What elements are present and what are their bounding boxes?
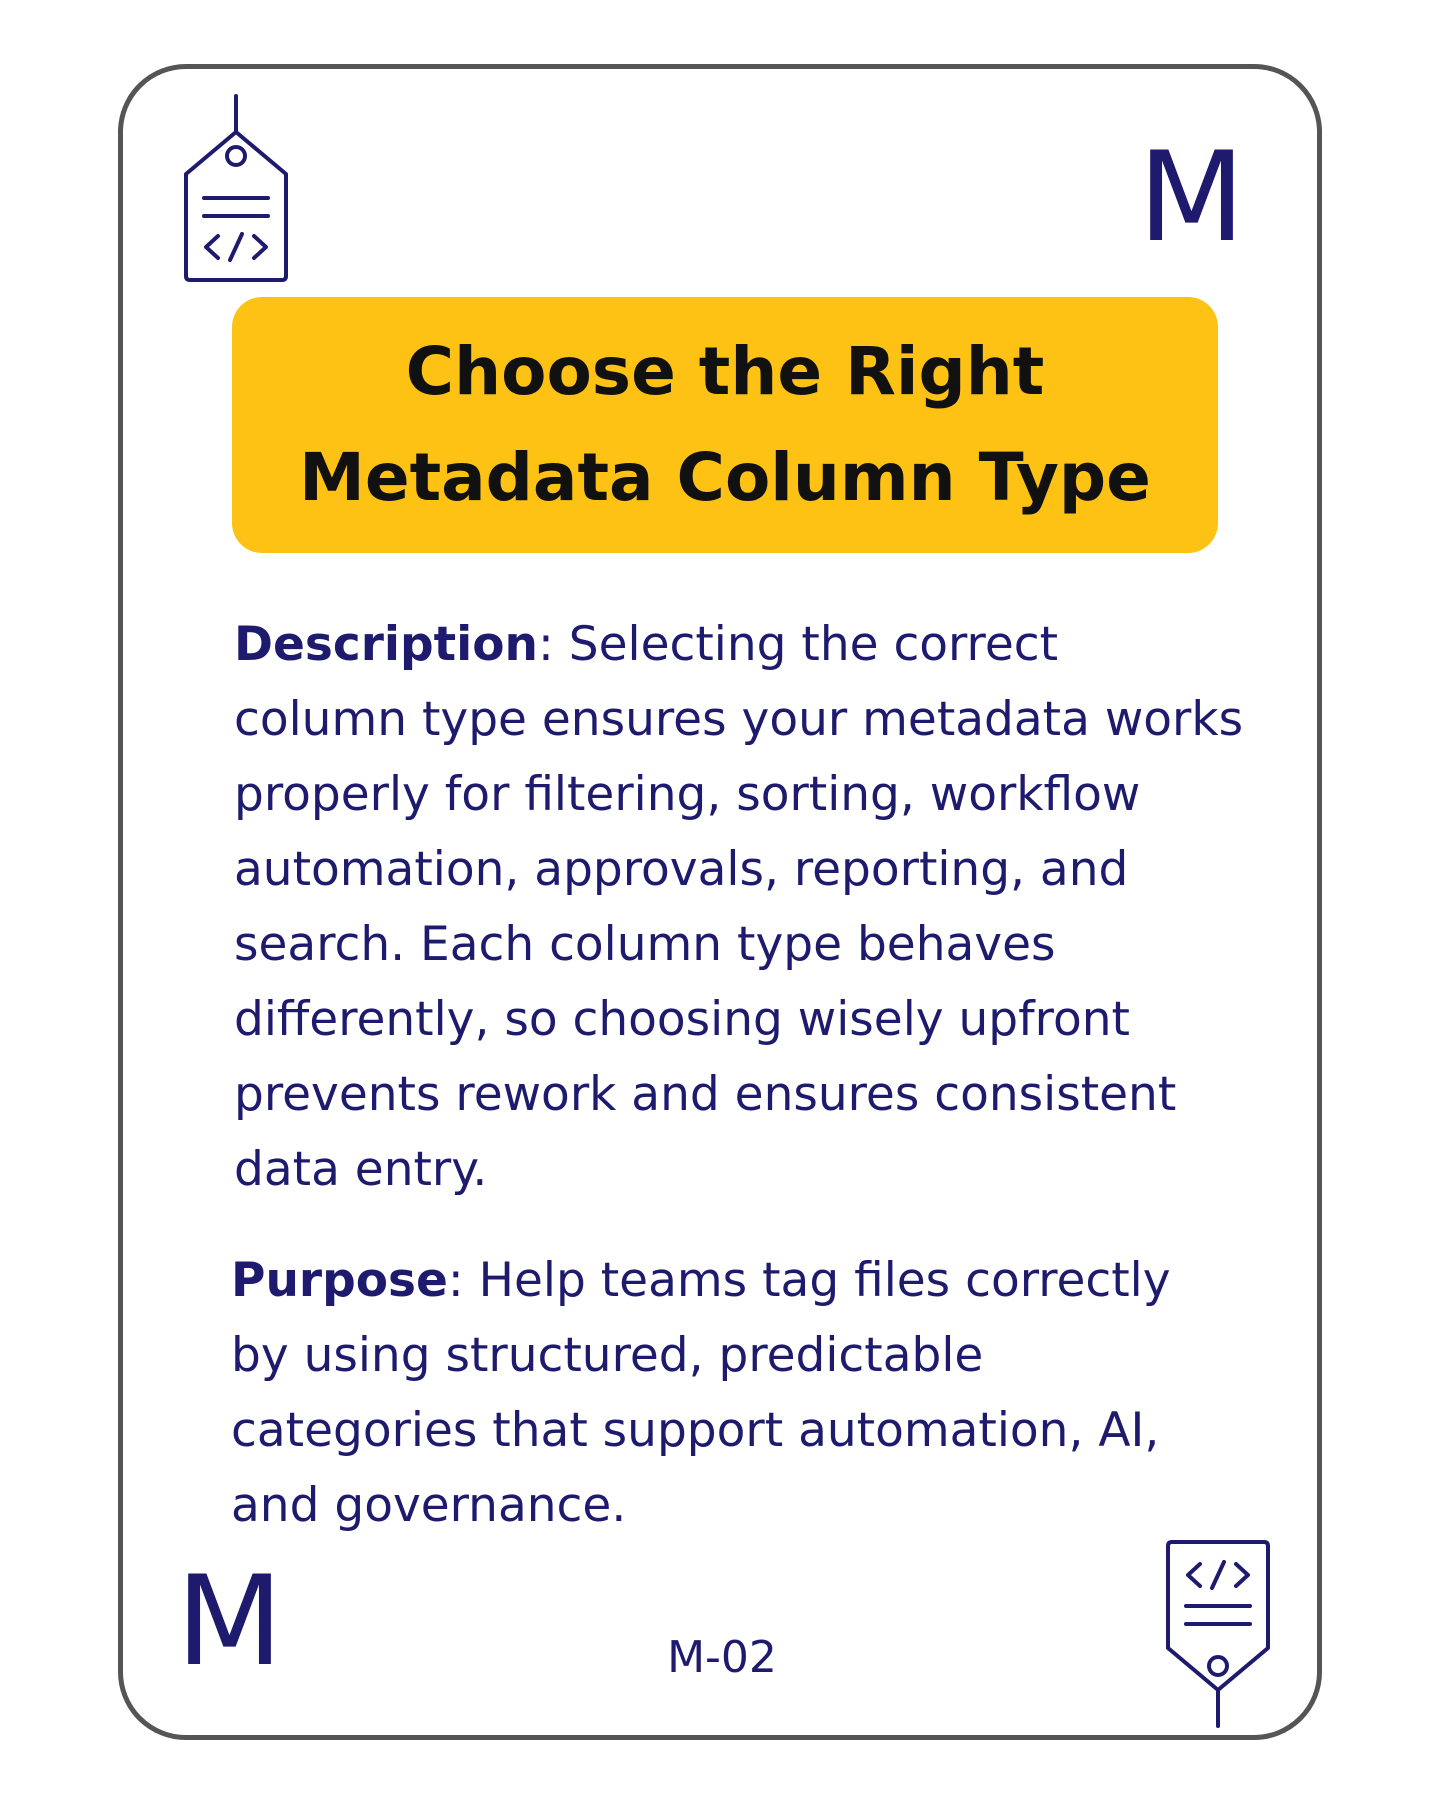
description-paragraph <box>234 607 1244 1207</box>
code-tag-icon <box>178 92 294 284</box>
description-label: Description <box>234 617 538 672</box>
code-tag-icon-rotated <box>1160 1538 1276 1730</box>
description-text: : Selecting the correct column type ensures your metadata works properly for filtering, sorting, workflow automation, approvals, reporting, and search. Each column type behaves differently, so choosing wisely upfront prevents rework and ensures consistent data entry. <box>234 617 1244 1197</box>
corner-letter-bottom: M <box>176 1550 283 1694</box>
card-title: Choose the Right Metadata Column Type <box>299 333 1151 516</box>
purpose-label: Purpose <box>231 1253 448 1308</box>
purpose-paragraph <box>231 1243 1241 1543</box>
title-banner <box>232 297 1218 553</box>
corner-letter-top: M <box>1138 126 1245 270</box>
card-code: M-02 <box>667 1632 777 1683</box>
purpose-text: : Help teams tag files correctly by using structured, predictable categories that support automation, AI, and governance. <box>231 1253 1171 1533</box>
